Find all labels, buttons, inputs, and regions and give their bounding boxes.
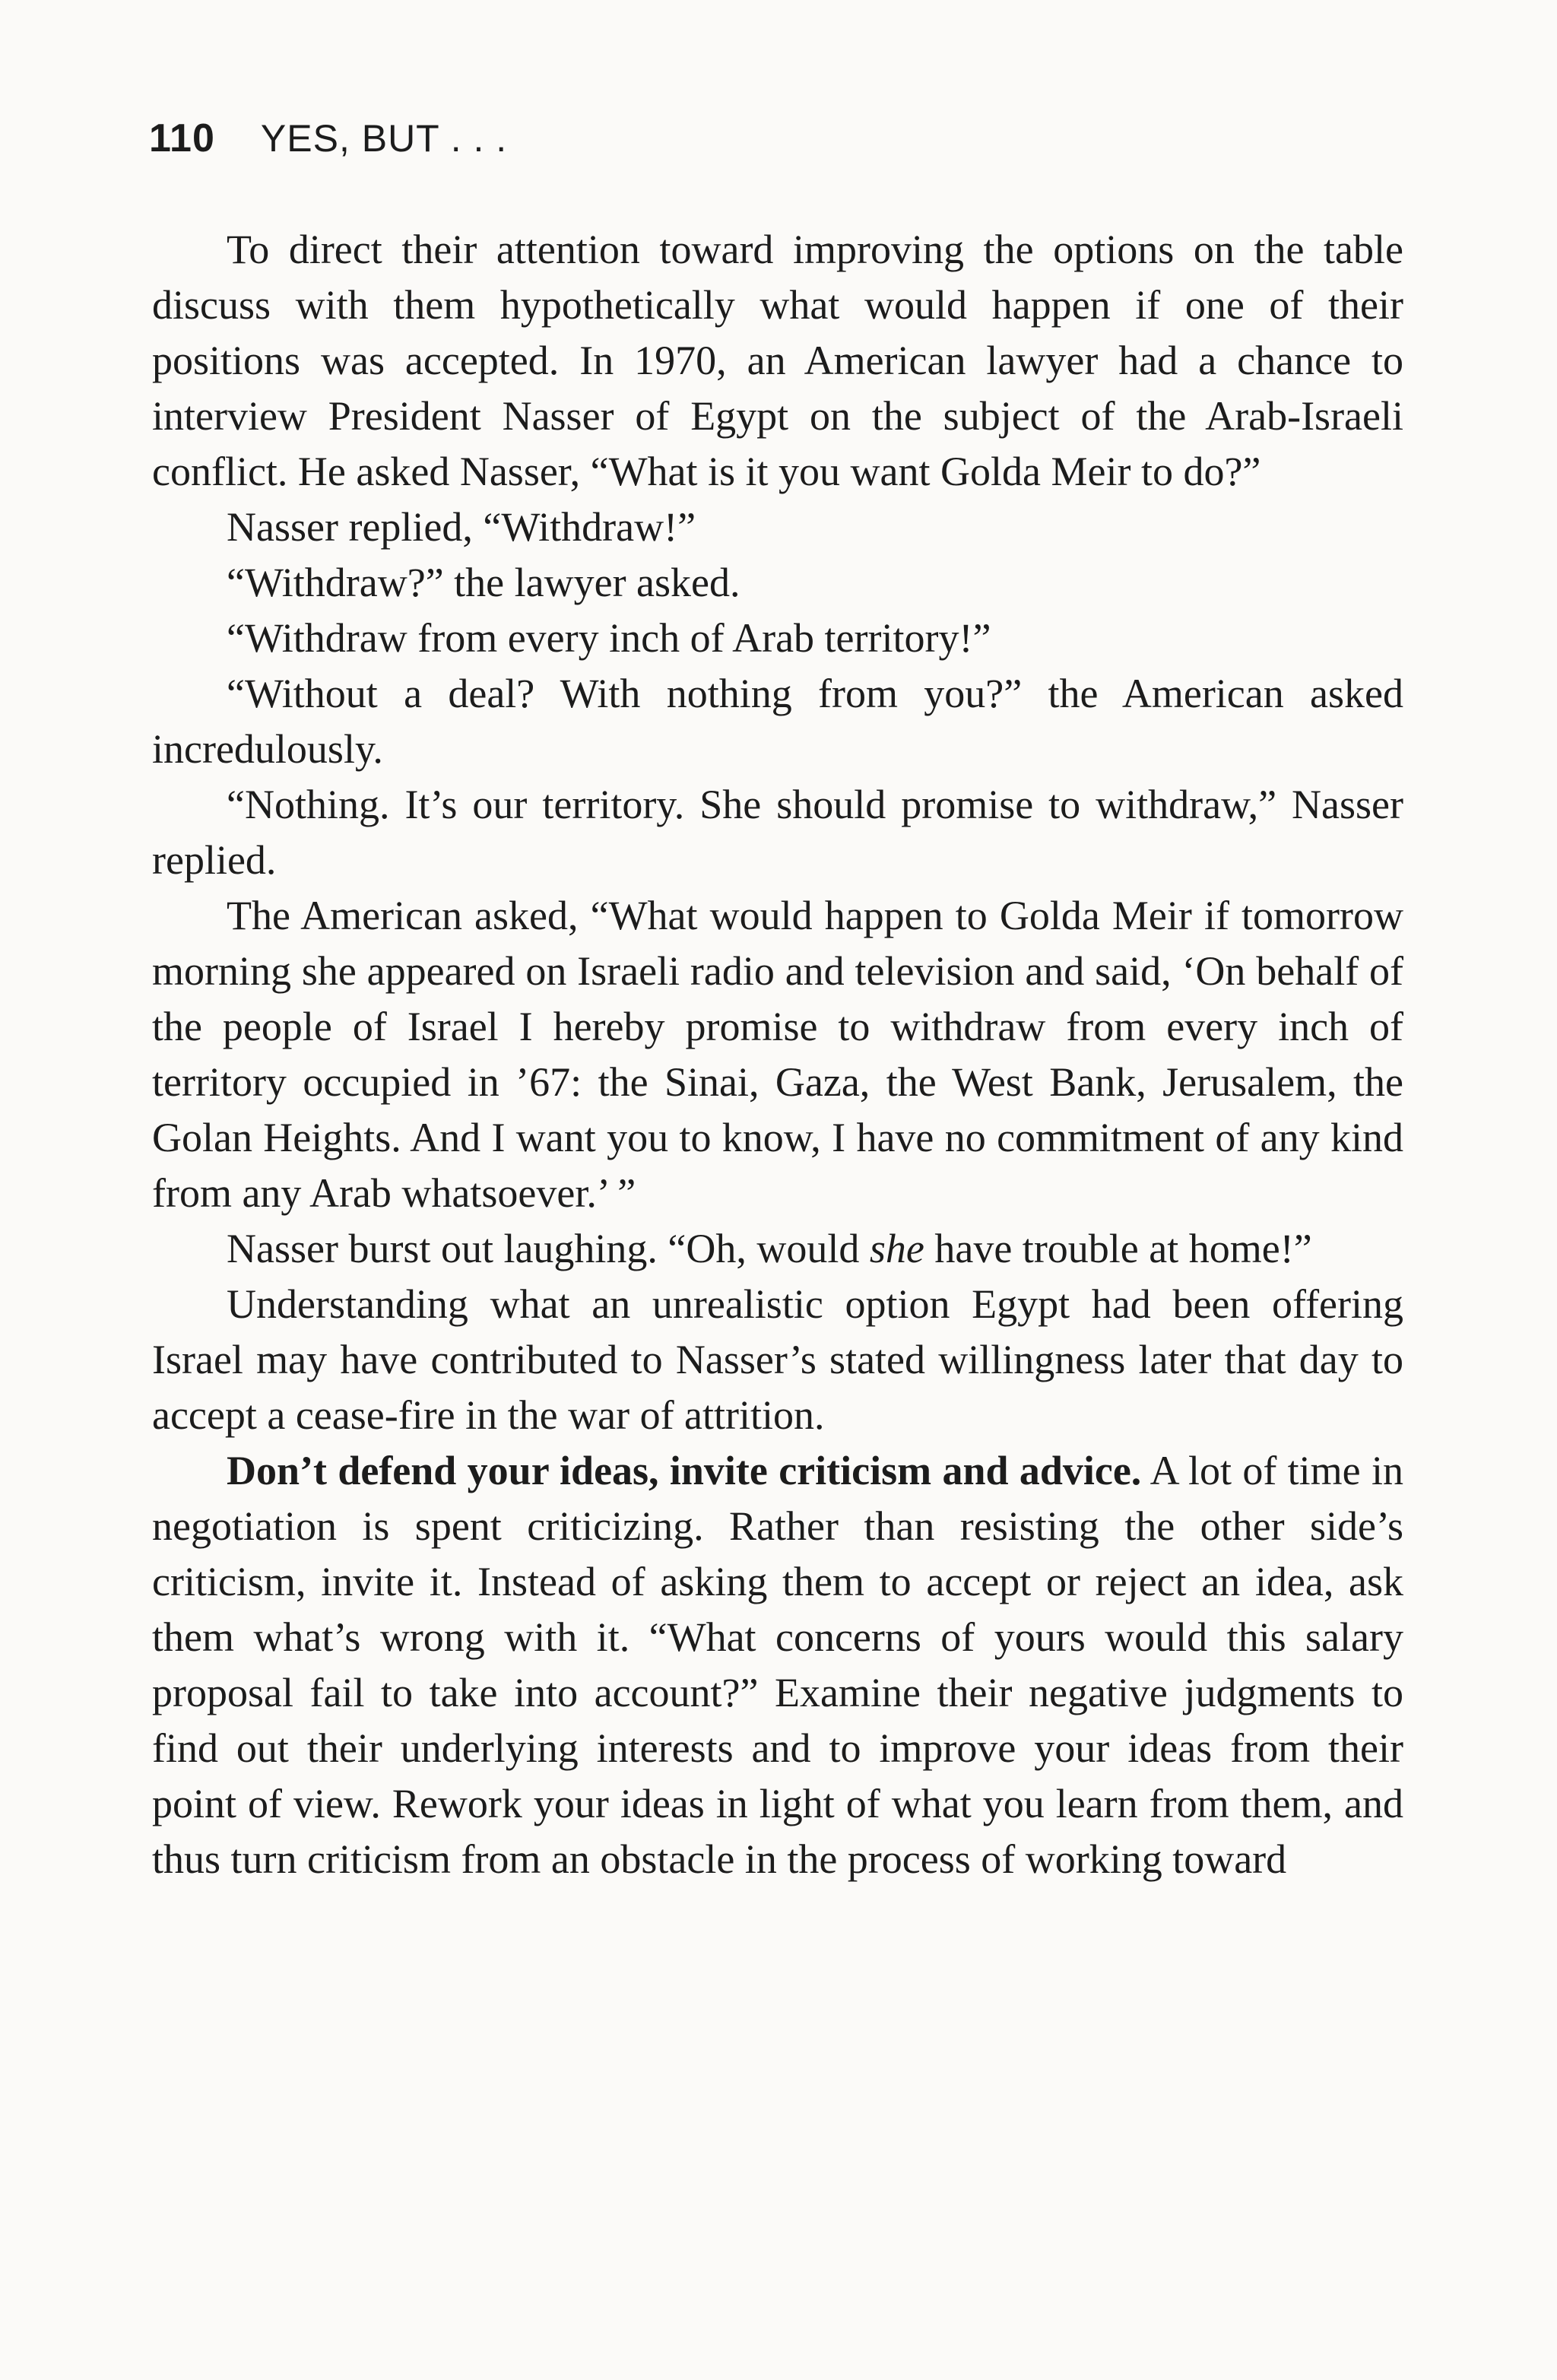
page-number: 110 bbox=[149, 116, 215, 160]
paragraph-invite-criticism bbox=[152, 1443, 1403, 1887]
running-head bbox=[149, 116, 507, 176]
laughing-text-after: have trouble at home!” bbox=[924, 1226, 1312, 1271]
laughing-emphasis: she bbox=[869, 1226, 924, 1271]
body-text bbox=[152, 222, 1403, 1887]
paragraph-our-territory: “Nothing. It’s our territory. She should promise to withdraw,” Nasser replied. bbox=[152, 782, 1403, 883]
section-lead-heading: Don’t defend your ideas, invite criticism and advice. bbox=[227, 1448, 1142, 1493]
laughing-text-before: Nasser burst out laughing. “Oh, would bbox=[227, 1226, 870, 1271]
invite-criticism-text: A lot of time in negotiation is spent criticizing. Rather than resisting the other side’s criticism, invite it. Instead of asking them to accept or reject an idea, ask them what’s wrong with it. “What concerns of yours would this salary proposal fail to take into account?” Examine their negative judgments to find out their underlying interests and to improve your ideas from their point of view. Rework your ideas in light of what you learn from them, and thus turn criticism from an obstacle in the process of working toward bbox=[152, 1448, 1403, 1882]
running-title: YES, BUT . . . bbox=[260, 117, 508, 160]
paragraph-golda-meir-radio: The American asked, “What would happen to Golda Meir if tomorrow morning she appeared on Israeli radio and television and said, ‘On behalf of the people of Israel I hereby promise to withdraw from every inch of territory occupied in ’67: the Sinai, Gaza, the West Bank, Jerusalem, the Golan Heights. And I want you to know, I have no commitment of any kind from any Arab whatsoever.’ ” bbox=[152, 893, 1403, 1216]
paragraph-nasser-reply: Nasser replied, “Withdraw!” bbox=[227, 504, 696, 550]
paragraph-unrealistic-option: Understanding what an unrealistic option Egypt had been offering Israel may have contributed to Nasser’s stated willingness later that day to accept a cease-fire in the war of attrition. bbox=[152, 1281, 1403, 1438]
paragraph-nasser-laughing bbox=[152, 1221, 1403, 1277]
paragraph-without-a-deal: “Without a deal? With nothing from you?” the American asked incredulously. bbox=[152, 671, 1403, 772]
paragraph-lawyer-asked: “Withdraw?” the lawyer asked. bbox=[227, 560, 740, 605]
paragraph-withdraw-every-inch: “Withdraw from every inch of Arab territory!” bbox=[227, 615, 991, 661]
paragraph-options-hypothetical: To direct their attention toward improving the options on the table discuss with them hypothetically what would happen if one of their positions was accepted. In 1970, an American lawyer had a chance to interview President Nasser of Egypt on the subject of the Arab-Israeli conflict. He asked Nasser, “What is it you want Golda Meir to do?” bbox=[152, 227, 1403, 494]
